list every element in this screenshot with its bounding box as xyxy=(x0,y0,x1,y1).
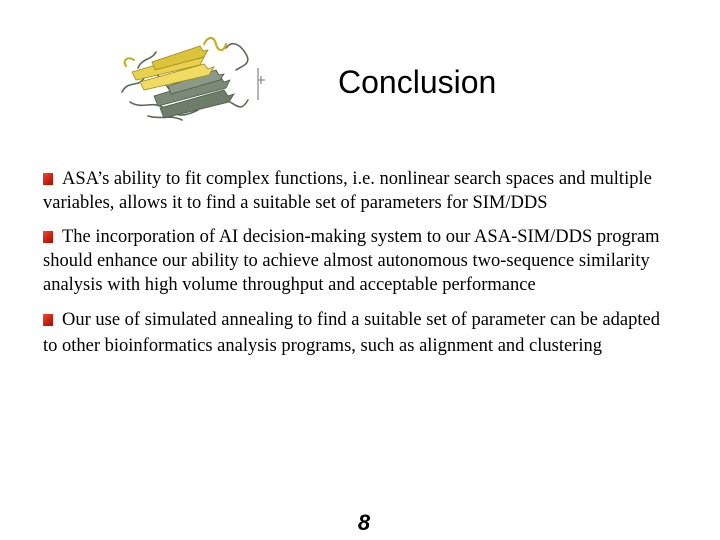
slide-title: Conclusion xyxy=(338,64,497,100)
bullet-text: ASA’s ability to fit complex functions, i.e. nonlinear search spaces and multiple variables, allows it to find a suitable set of parameters for SIM/DDS xyxy=(43,169,652,213)
page-number: 8 xyxy=(357,510,371,535)
bullet-item xyxy=(43,225,668,297)
bullet-list xyxy=(43,167,668,369)
red-square-bullet-icon xyxy=(43,314,53,326)
bullet-text: The incorporation of AI decision-making system to our ASA-SIM/DDS program should enhance our ability to achieve almost autonomous two-sequence similarity analysis with high volume throughput and acceptable performance xyxy=(43,227,660,295)
red-square-bullet-icon xyxy=(43,231,53,243)
protein-structure-logo xyxy=(108,30,268,122)
structure-axis-marks xyxy=(258,68,265,100)
red-square-bullet-icon xyxy=(43,173,53,185)
bullet-item xyxy=(43,167,668,215)
bullet-item xyxy=(43,307,668,359)
bullet-text: Our use of simulated annealing to find a suitable set of parameter can be adapted to other bioinformatics analysis programs, such as alignment and clustering xyxy=(43,310,660,356)
